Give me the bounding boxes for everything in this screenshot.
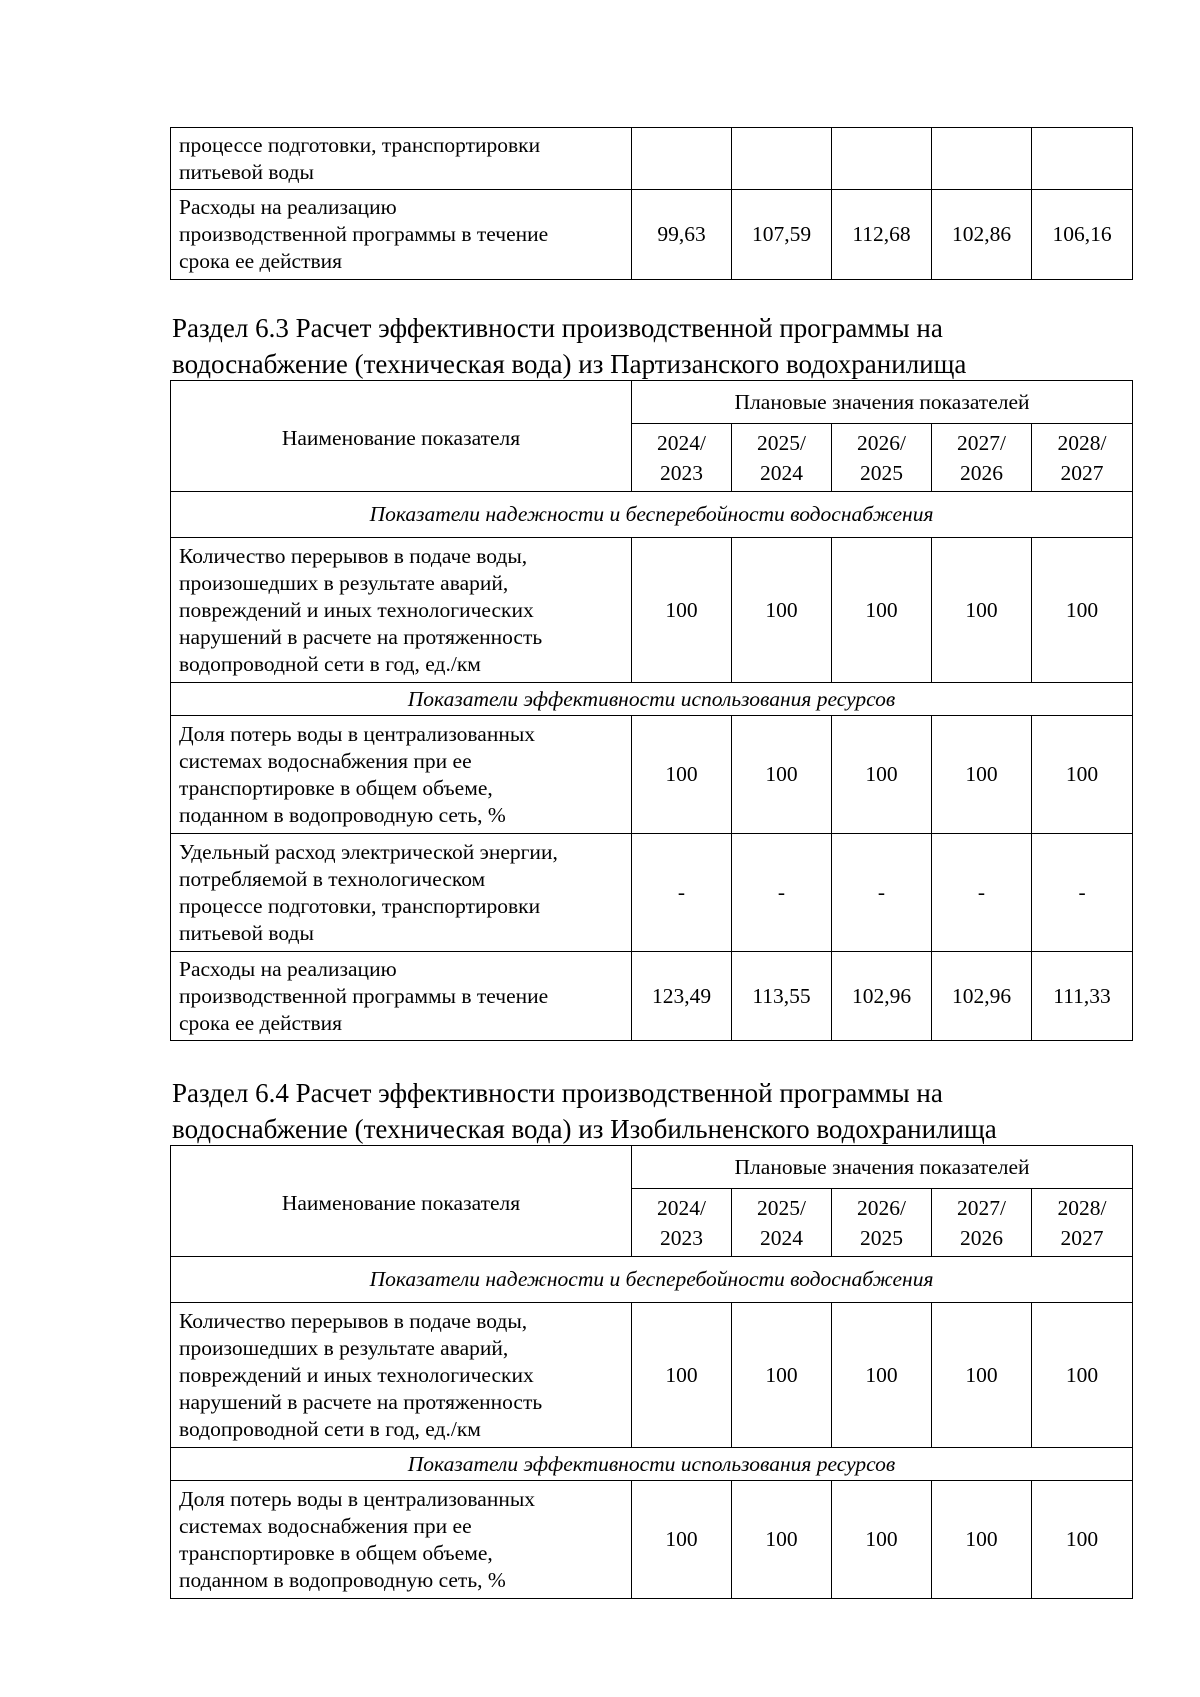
value-cell: 100 (1032, 1481, 1133, 1599)
value-cell: 100 (632, 1303, 732, 1448)
header-row (171, 1146, 1133, 1189)
group-heading-reliability: Показатели надежности и бесперебойности водоснабжения (171, 492, 1133, 538)
section-6-3-table (170, 380, 1133, 1041)
value-cell: - (832, 834, 932, 952)
value-cell: 100 (832, 1481, 932, 1599)
year-header: 2027/ 2026 (932, 424, 1032, 492)
table-row (171, 538, 1133, 683)
group-row (171, 683, 1133, 716)
value-cell: 100 (632, 538, 732, 683)
group-heading-efficiency: Показатели эффективности использования ресурсов (171, 1448, 1133, 1481)
value-cell (932, 128, 1032, 190)
table-row (171, 952, 1133, 1041)
value-cell: 100 (1032, 538, 1133, 683)
year-header: 2025/ 2024 (732, 1189, 832, 1257)
table-row (171, 190, 1133, 280)
year-header: 2025/ 2024 (732, 424, 832, 492)
year-header: 2026/ 2025 (832, 1189, 932, 1257)
value-cell: 100 (632, 1481, 732, 1599)
indicator-name: Расходы на реализацию производственной программы в течение срока ее действия (171, 190, 632, 280)
indicator-name: процессе подготовки, транспортировки питьевой воды (171, 128, 632, 190)
year-header: 2028/ 2027 (1032, 424, 1133, 492)
value-cell: 100 (732, 538, 832, 683)
value-cell (732, 128, 832, 190)
group-row (171, 1448, 1133, 1481)
section-6-4-table (170, 1145, 1133, 1599)
value-cell: 102,96 (932, 952, 1032, 1041)
value-cell: 100 (732, 1303, 832, 1448)
table-row (171, 1481, 1133, 1599)
indicator-name: Количество перерывов в подаче воды, произошедших в результате аварий, повреждений и иных технологических нарушений в расчете на протяженность водопроводной сети в год, ед./км (171, 538, 632, 683)
table-row (171, 128, 1133, 190)
value-cell (832, 128, 932, 190)
year-header: 2028/ 2027 (1032, 1189, 1133, 1257)
table-row (171, 834, 1133, 952)
planned-values-header: Плановые значения показателей (632, 1146, 1133, 1189)
section-6-3-title: Раздел 6.3 Расчет эффективности производственной программы на водоснабжение (техническая вода) из Партизанского водохранилища (172, 313, 967, 379)
value-cell: 100 (932, 1303, 1032, 1448)
indicator-name-header: Наименование показателя (171, 1146, 632, 1257)
value-cell: 123,49 (632, 952, 732, 1041)
table-row (171, 716, 1133, 834)
value-cell: - (1032, 834, 1133, 952)
value-cell (1032, 128, 1133, 190)
header-row (171, 381, 1133, 424)
value-cell: 113,55 (732, 952, 832, 1041)
value-cell: 100 (632, 716, 732, 834)
value-cell: 107,59 (732, 190, 832, 280)
indicator-name: Расходы на реализацию производственной программы в течение срока ее действия (171, 952, 632, 1041)
table-row (171, 1303, 1133, 1448)
group-heading-reliability: Показатели надежности и бесперебойности водоснабжения (171, 1257, 1133, 1303)
value-cell: 111,33 (1032, 952, 1133, 1041)
value-cell: 102,86 (932, 190, 1032, 280)
indicator-name: Удельный расход электрической энергии, потребляемой в технологическом процессе подготовки, транспортировки питьевой воды (171, 834, 632, 952)
value-cell (632, 128, 732, 190)
value-cell: 99,63 (632, 190, 732, 280)
value-cell: 100 (1032, 716, 1133, 834)
group-heading-efficiency: Показатели эффективности использования ресурсов (171, 683, 1133, 716)
group-row (171, 492, 1133, 538)
value-cell: 100 (732, 716, 832, 834)
year-header: 2026/ 2025 (832, 424, 932, 492)
group-row (171, 1257, 1133, 1303)
continuation-table (170, 127, 1133, 280)
value-cell: 100 (832, 538, 932, 683)
year-header: 2024/ 2023 (632, 1189, 732, 1257)
value-cell: - (732, 834, 832, 952)
value-cell: - (932, 834, 1032, 952)
indicator-name-header: Наименование показателя (171, 381, 632, 492)
value-cell: - (632, 834, 732, 952)
value-cell: 100 (932, 716, 1032, 834)
value-cell: 100 (832, 1303, 932, 1448)
value-cell: 100 (1032, 1303, 1133, 1448)
value-cell: 100 (932, 1481, 1032, 1599)
year-header: 2024/ 2023 (632, 424, 732, 492)
year-header: 2027/ 2026 (932, 1189, 1032, 1257)
value-cell: 100 (832, 716, 932, 834)
indicator-name: Доля потерь воды в централизованных системах водоснабжения при ее транспортировке в общем объеме, поданном в водопроводную сеть, % (171, 1481, 632, 1599)
planned-values-header: Плановые значения показателей (632, 381, 1133, 424)
value-cell: 100 (732, 1481, 832, 1599)
value-cell: 112,68 (832, 190, 932, 280)
value-cell: 106,16 (1032, 190, 1133, 280)
section-6-4-title: Раздел 6.4 Расчет эффективности производственной программы на водоснабжение (техническая вода) из Изобильненского водохранилища (172, 1078, 997, 1144)
indicator-name: Количество перерывов в подаче воды, произошедших в результате аварий, повреждений и иных технологических нарушений в расчете на протяженность водопроводной сети в год, ед./км (171, 1303, 632, 1448)
value-cell: 100 (932, 538, 1032, 683)
value-cell: 102,96 (832, 952, 932, 1041)
indicator-name: Доля потерь воды в централизованных системах водоснабжения при ее транспортировке в общем объеме, поданном в водопроводную сеть, % (171, 716, 632, 834)
